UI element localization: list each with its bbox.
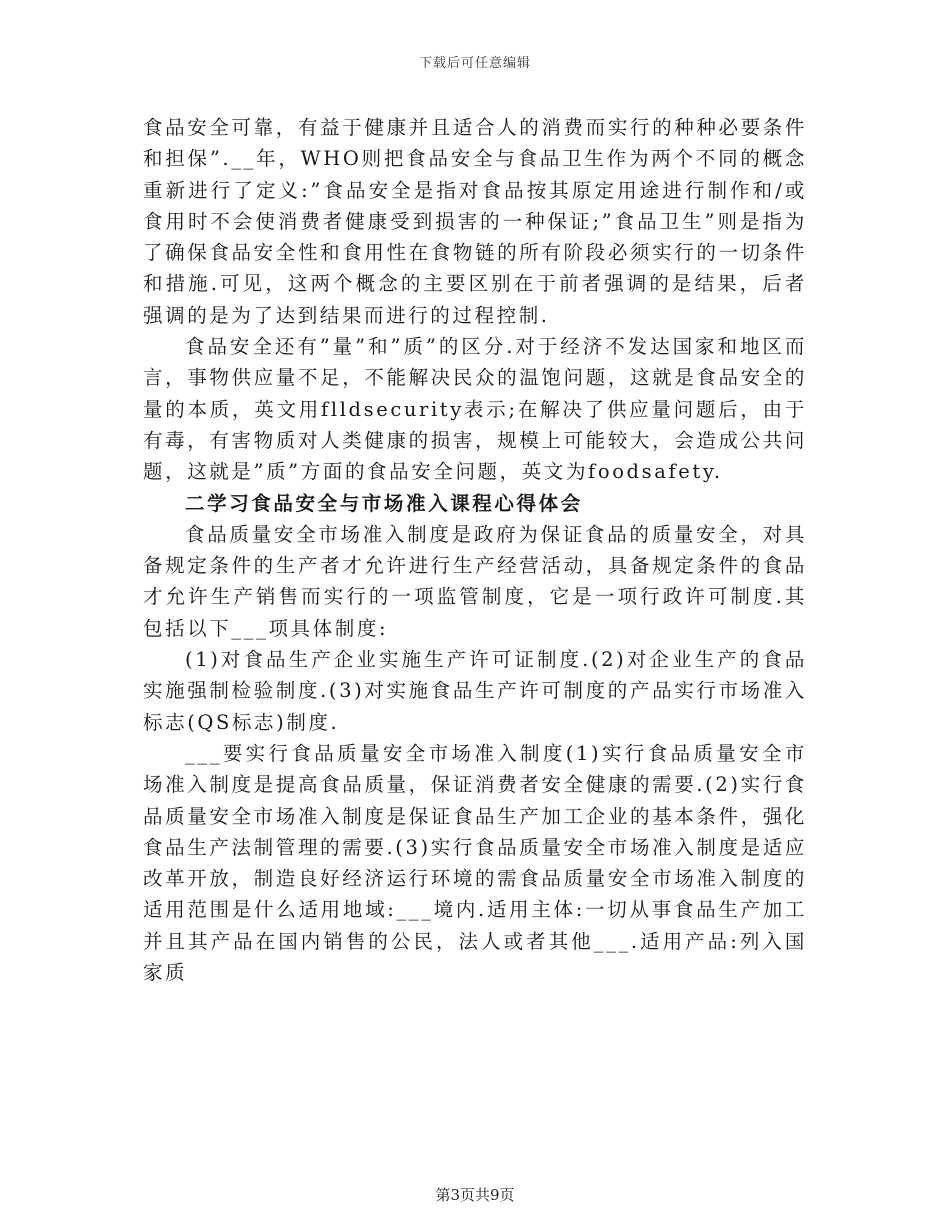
paragraph-quantity-quality: 食品安全还有”量”和”质”的区分.对于经济不发达国家和地区而言，事物供应量不足，不能解决民众的温饱问题，这就是食品安全的量的本质，英文用flldsecurity表示;在解决了供应量问题后，由于有毒，有害物质对人类健康的损害，规模上可能较大，会造成公共问题，这就是”质”方面的食品安全问题，英文为foodsafety. — [143, 335, 807, 484]
paragraph-specific-systems: (1)对食品生产企业实施生产许可证制度.(2)对企业生产的食品实施强制检验制度.(3)对实施食品生产许可制度的产品实行市场准入标志(QS标志)制度. — [143, 648, 807, 734]
document-body — [143, 112, 807, 988]
section-heading: 二学习食品安全与市场准入课程心得体会 — [185, 491, 583, 515]
paragraph-market-access: 食品质量安全市场准入制度是政府为保证食品的质量安全，对具备规定条件的生产者才允许进行生产经营活动，具备规定条件的食品才允许生产销售而实行的一项监管制度，它是一项行政许可制度.其包括以下___项具体制度: — [143, 522, 807, 640]
page-footer: 第3页共9页 — [435, 1186, 515, 1204]
paragraph-why-implement: ___要实行食品质量安全市场准入制度(1)实行食品质量安全市场准入制度是提高食品质量，保证消费者安全健康的需要.(2)实行食品质量安全市场准入制度是保证食品生产加工企业的基本条件，强化食品生产法制管理的需要.(3)实行食品质量安全市场准入制度是适应改革开放，制造良好经济运行环境的需食品质量安全市场准入制度的适用范围是什么适用地域:___境内.适用主体:一切从事食品生产加工并且其产品在国内销售的公民，法人或者其他___.适用产品:列入国家质 — [143, 741, 807, 985]
page-header: 下载后可任意编辑 — [418, 56, 531, 71]
paragraph-food-safety-definition: 食品安全可靠，有益于健康并且适合人的消费而实行的种种必要条件和担保”.__年，WHO则把食品安全与食品卫生作为两个不同的概念重新进行了定义:”食品安全是指对食品按其原定用途进行制作和/或食用时不会使消费者健康受到损害的一种保证;”食品卫生”则是指为了确保食品安全性和食用性在食物链的所有阶段必须实行的一切条件和措施.可见，这两个概念的主要区别在于前者强调的是结果，后者强调的是为了达到结果而进行的过程控制. — [143, 116, 807, 327]
